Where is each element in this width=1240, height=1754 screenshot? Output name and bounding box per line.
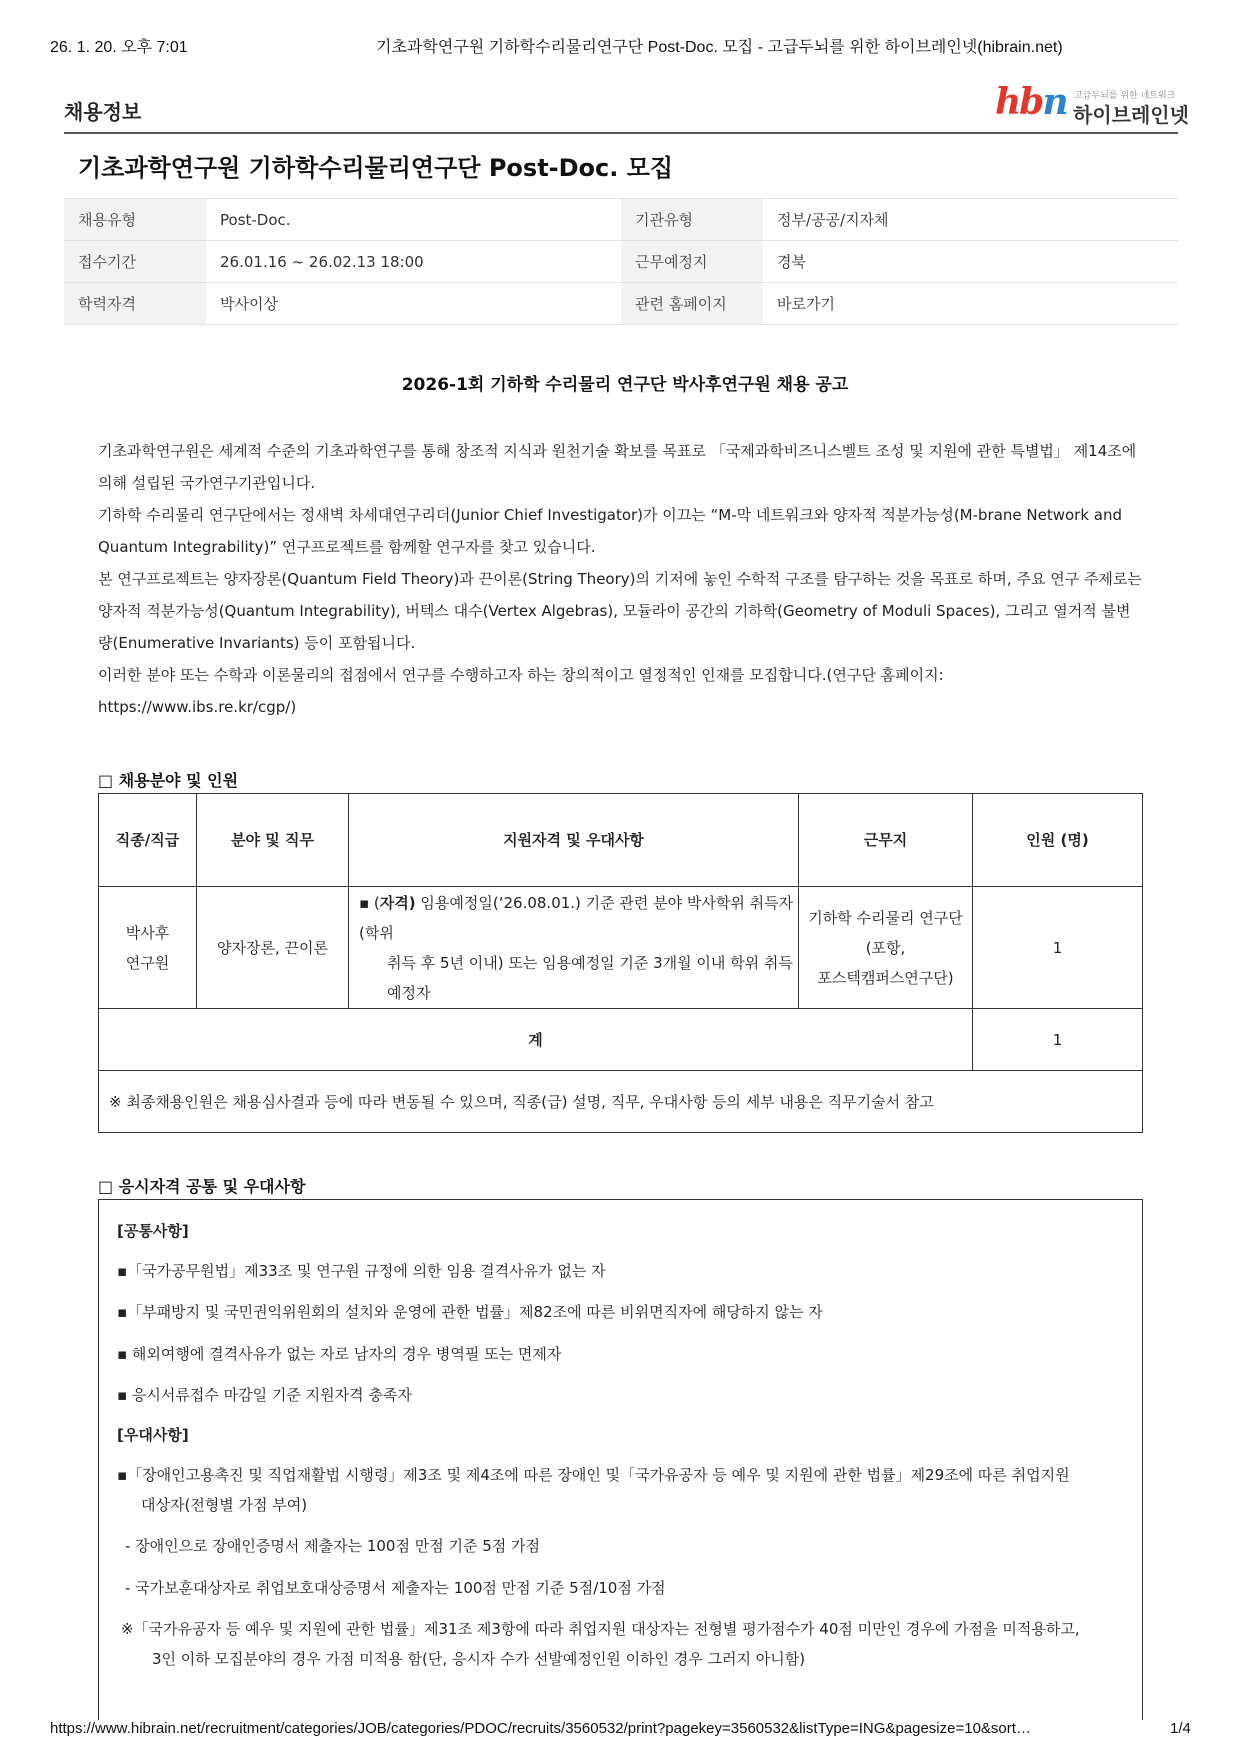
field-cell: 양자장론, 끈이론 <box>197 887 349 1009</box>
print-page-number: 1/4 <box>1170 1720 1191 1737</box>
list-item-continued: 대상자(전형별 가점 부여) <box>141 1496 308 1514</box>
qualifications-heading: □ 응시자격 공통 및 우대사항 <box>98 1177 306 1196</box>
total-count: 1 <box>973 1009 1143 1071</box>
print-page-title: 기초과학연구원 기하학수리물리연구단 Post-Doc. 모집 - 고급두뇌를 위한 하이브레인넷(hibrain.net) <box>376 39 1063 56</box>
location-line: 포스텍캠퍼스연구단) <box>817 968 954 987</box>
notice-paragraph: 기하학 수리물리 연구단에서는 정새벽 차세대연구리더(Junior Chief Investigator)가 이끄는 “M-막 네트워크와 양자적 적분가능성(M-brane Network and Quantum Integrability)” 연구프로젝트를 함께할 연구자를 찾고 있습니다. <box>98 506 1123 556</box>
col-rank: 직종/직급 <box>99 794 197 887</box>
note-row <box>99 1071 1143 1133</box>
rank-line: 박사후 <box>125 923 170 942</box>
summary-key: 기관유형 <box>621 199 763 241</box>
positions-header-row <box>99 794 1143 887</box>
summary-value: Post-Doc. <box>206 199 621 241</box>
summary-row <box>64 241 1178 283</box>
section-label: 채용정보 <box>64 100 142 124</box>
req-text-continued: 취득 후 5년 이내) 또는 임용예정일 기준 3개월 이내 학위 취득 예정자 <box>387 953 793 1002</box>
homepage-link[interactable]: 바로가기 <box>763 283 1178 325</box>
logo-tagline: 고급두뇌를 위한 네트워크 <box>1074 91 1176 101</box>
summary-value: 26.01.16 ~ 26.02.13 18:00 <box>206 241 621 283</box>
print-url: https://www.hibrain.net/recruitment/categories/JOB/categories/PDOC/recruits/3560532/print?pagekey=3560532&listType=ING&pagesize=10&sort… <box>50 1720 1031 1737</box>
location-line: 기하학 수리물리 연구단 <box>808 908 963 927</box>
job-summary-table <box>64 198 1178 325</box>
summary-value: 경북 <box>763 241 1178 283</box>
summary-value: 정부/공공/지자체 <box>763 199 1178 241</box>
positions-heading: □ 채용분야 및 인원 <box>98 771 239 790</box>
notice-body <box>98 370 1142 723</box>
rank-line: 연구원 <box>125 953 170 972</box>
table-row <box>99 887 1143 1009</box>
location-cell <box>799 887 973 1009</box>
location-line: (포항, <box>865 938 906 957</box>
list-item: ▪「부패방지 및 국민권익위원회의 설치와 운영에 관한 법률」제82조에 따른 비위면직자에 해당하지 않는 자 <box>117 1303 823 1321</box>
common-title: [공통사항] <box>117 1222 189 1240</box>
positions-table <box>98 793 1143 1133</box>
col-location: 근무지 <box>799 794 973 887</box>
preference-note: ※「국가유공자 등 예우 및 지원에 관한 법률」제31조 제3항에 따라 취업지원 대상자는 전형별 평가점수가 40점 미만인 경우에 가점을 미적용하고, <box>121 1620 1080 1638</box>
summary-row <box>64 199 1178 241</box>
list-item: ▪「국가공무원법」제33조 및 연구원 규정에 의한 임용 결격사유가 없는 자 <box>117 1262 606 1280</box>
summary-key: 채용유형 <box>64 199 206 241</box>
requirements-cell <box>349 887 799 1009</box>
notice-paragraph: 본 연구프로젝트는 양자장론(Quantum Field Theory)과 끈이론(String Theory)의 기저에 놓인 수학적 구조를 탐구하는 것을 목표로 하며, 주요 연구 주제로는 양자적 적분가능성(Quantum Integrability), 버텍스 대수(Vertex Algebras), 모듈라이 공간의 기하학(Geometry of Moduli Spaces), 그리고 열거적 불변량(Enumerative Invariants) 등이 포함됩니다. <box>98 570 1142 652</box>
summary-key: 관련 홈페이지 <box>621 283 763 325</box>
req-text: 임용예정일(‘26.08.01.) 기준 관련 분야 박사학위 취득자(학위 <box>359 893 794 942</box>
rank-cell <box>99 887 197 1009</box>
list-subitem: - 국가보훈대상자로 취업보호대상증명서 제출자는 100점 만점 기준 5점/10점 가점 <box>125 1579 666 1597</box>
list-item: ▪ 해외여행에 결격사유가 없는 자로 남자의 경우 병역필 또는 면제자 <box>117 1345 562 1363</box>
req-bullet: ▪ ( <box>359 893 380 912</box>
summary-key: 접수기간 <box>64 241 206 283</box>
summary-value: 박사이상 <box>206 283 621 325</box>
qualifications-box <box>98 1199 1143 1720</box>
summary-key: 학력자격 <box>64 283 206 325</box>
list-subitem: - 장애인으로 장애인증명서 제출자는 100점 만점 기준 5점 가점 <box>125 1537 541 1555</box>
req-label: 자격) <box>379 893 416 912</box>
positions-note: ※ 최종채용인원은 채용심사결과 등에 따라 변동될 수 있으며, 직종(급) 설명, 직무, 우대사항 등의 세부 내용은 직무기술서 참고 <box>99 1071 1143 1133</box>
notice-title: 2026-1회 기하학 수리물리 연구단 박사후연구원 채용 공고 <box>401 375 849 395</box>
notice-paragraph: 기초과학연구원은 세계적 수준의 기초과학연구를 통해 창조적 지식과 원천기술 확보를 목표로 「국제과학비즈니스벨트 조성 및 지원에 관한 특별법」 제14조에 의해 설립된 국가연구기관입니다. <box>98 442 1137 492</box>
header-divider <box>64 132 1178 134</box>
logo-name: 하이브레인넷 <box>1073 103 1189 127</box>
preference-title: [우대사항] <box>117 1426 189 1444</box>
summary-row <box>64 283 1178 325</box>
summary-key: 근무예정지 <box>621 241 763 283</box>
col-requirements: 지원자격 및 우대사항 <box>349 794 799 887</box>
print-date: 26. 1. 20. 오후 7:01 <box>50 39 188 56</box>
list-item: ▪「장애인고용촉진 및 직업재활법 시행령」제3조 및 제4조에 따른 장애인 및「국가유공자 등 예우 및 지원에 관한 법률」제29조에 따른 취업지원 <box>117 1466 1070 1484</box>
col-field: 분야 및 직무 <box>197 794 349 887</box>
logo-mark: hbn <box>995 81 1067 123</box>
job-title: 기초과학연구원 기하학수리물리연구단 Post-Doc. 모집 <box>78 154 674 182</box>
count-cell: 1 <box>973 887 1143 1009</box>
preference-note-continued: 3인 이하 모집분야의 경우 가점 미적용 함(단, 응시자 수가 선발예정인원 이하인 경우 그러지 아니함) <box>152 1650 806 1668</box>
list-item: ▪ 응시서류접수 마감일 기준 지원자격 충족자 <box>117 1386 412 1404</box>
total-label: 계 <box>99 1009 973 1071</box>
notice-paragraph: 이러한 분야 또는 수학과 이론물리의 접점에서 연구를 수행하고자 하는 창의적이고 열정적인 인재를 모집합니다.(연구단 홈페이지: https://www.ibs.re.kr/cgp/) <box>98 666 944 716</box>
hibrain-logo[interactable] <box>995 81 1189 127</box>
total-row <box>99 1009 1143 1071</box>
col-count: 인원 (명) <box>973 794 1143 887</box>
